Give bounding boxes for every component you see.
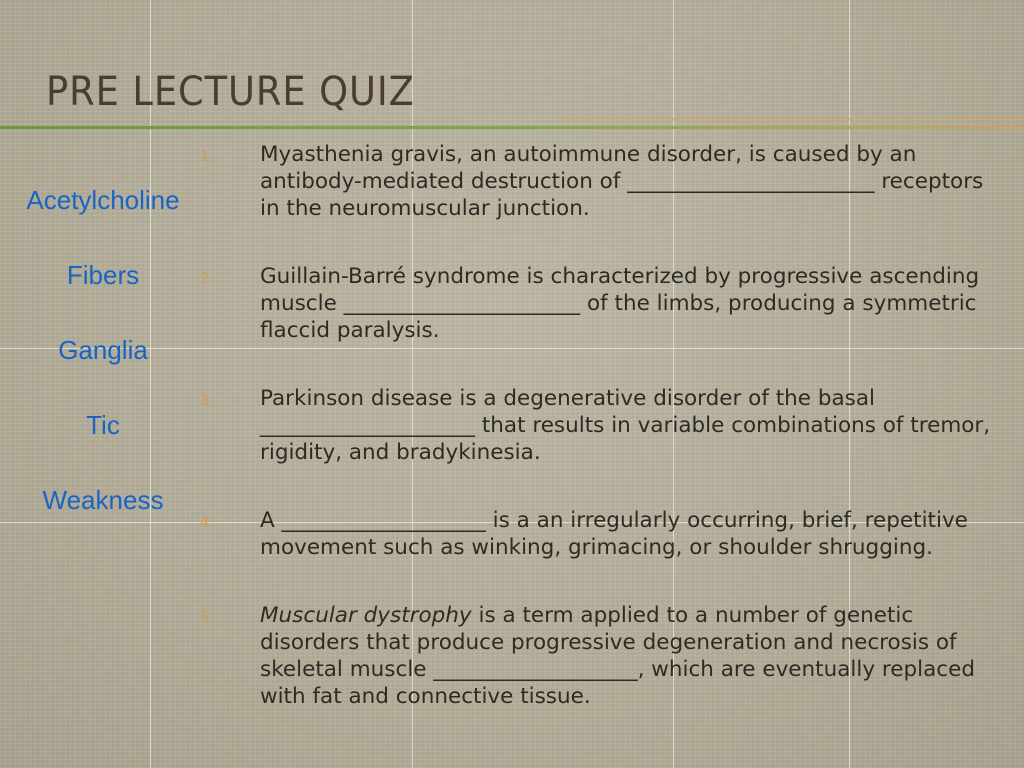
question-text: Guillain-Barré syndrome is characterized by progressive ascending muscle ______________________ of the limbs, producing a symmetric flaccid paralysis. (260, 264, 980, 343)
question-number: 5. (200, 610, 214, 626)
question-list (196, 141, 996, 751)
word-bank-item: Ganglia (58, 335, 148, 365)
question-item (196, 263, 996, 344)
question-number: 1. (200, 149, 214, 165)
word-bank-item: Acetylcholine (26, 185, 180, 215)
question-text: A ___________________ is a an irregularly occurring, brief, repetitive movement such as winking, grimacing, or shoulder shrugging. (260, 508, 968, 560)
question-item (196, 385, 996, 466)
word-bank-item: Fibers (66, 260, 140, 290)
question-text: Parkinson disease is a degenerative disorder of the basal ____________________ that results in variable combinations of tremor, rigidity, and bradykinesia. (260, 386, 991, 465)
question-number: 4. (200, 515, 214, 531)
question-item (196, 141, 996, 222)
word-bank-item: Tic (86, 410, 120, 440)
word-bank-item: Weakness (42, 485, 164, 515)
question-text: Myasthenia gravis, an autoimmune disorder, is caused by an antibody-mediated destruction of _______________________ receptors in the neuromuscular junction. (260, 142, 984, 221)
question-text: is a term applied to a number of genetic disorders that produce progressive degeneration and necrosis of skeletal muscle ___________________, which are eventually replaced with fat and connective tissue. (260, 603, 975, 709)
title-underline-rule (0, 126, 1024, 129)
question-item (196, 507, 996, 561)
question-item (196, 602, 996, 710)
question-number: 2. (200, 271, 214, 287)
slide-title: PRE LECTURE QUIZ (46, 69, 415, 115)
question-text-wrapper (260, 602, 996, 710)
question-italic-term: Muscular dystrophy (260, 603, 472, 628)
word-bank (0, 180, 206, 555)
question-number: 3. (200, 393, 214, 409)
title-accent-rule (560, 118, 1024, 120)
